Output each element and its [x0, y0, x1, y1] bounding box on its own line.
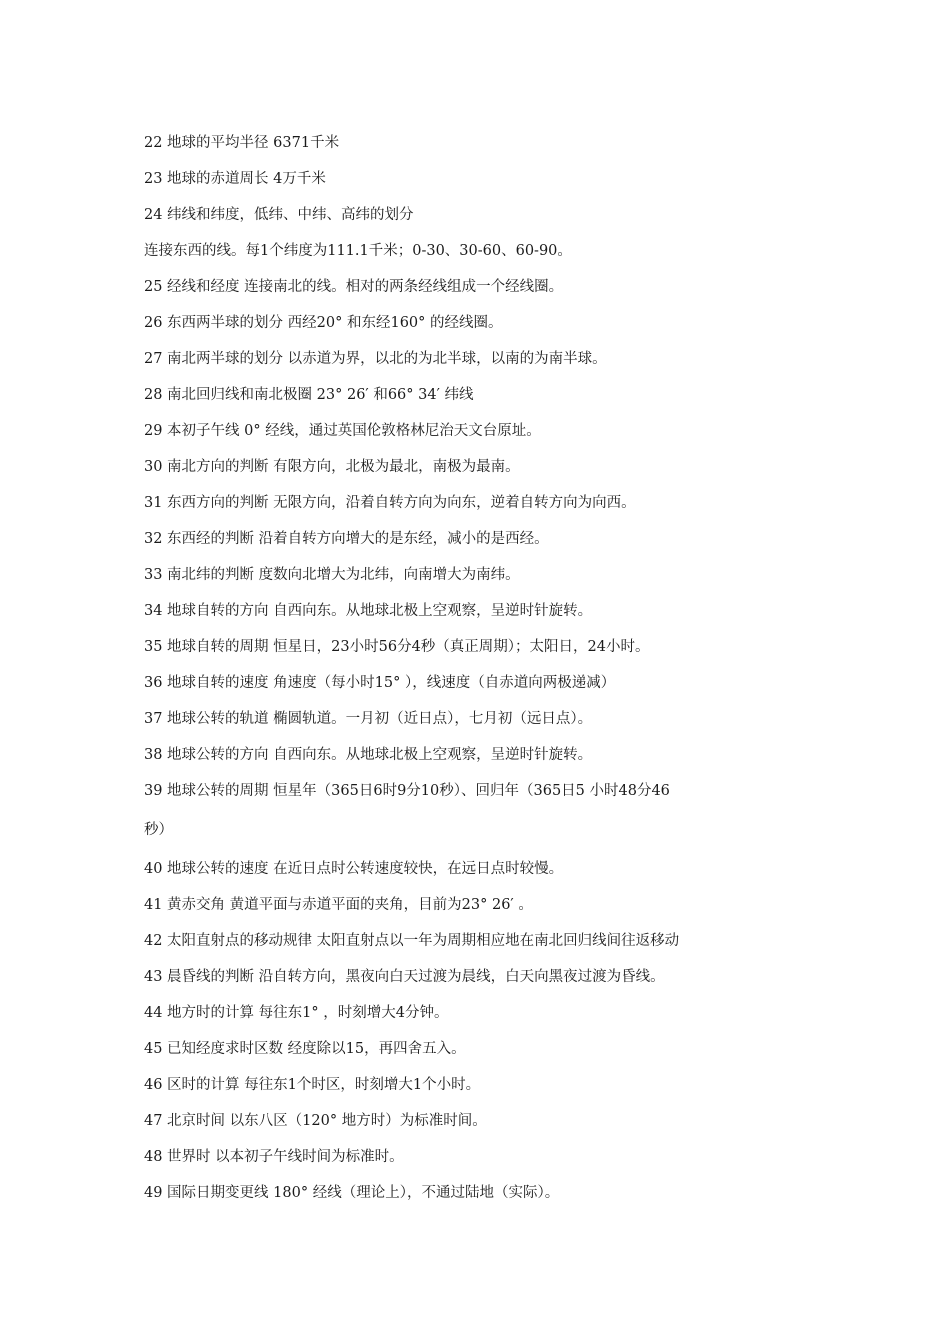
text-line: 36 地球自转的速度 角速度（每小时15° ），线速度（自赤道向两极递减） — [144, 675, 616, 691]
text-line: 连接东西的线。每1个纬度为111.1千米；0-30、30-60、60-90。 — [144, 243, 572, 259]
text-line: 27 南北两半球的划分 以赤道为界，以北的为北半球，以南的为南半球。 — [144, 351, 607, 367]
text-line-continuation: 秒） — [144, 822, 173, 838]
text-line: 45 已知经度求时区数 经度除以15，再四舍五入。 — [144, 1041, 466, 1057]
text-line: 35 地球自转的周期 恒星日，23小时56分4秒（真正周期）；太阳日，24小时。 — [144, 639, 650, 655]
text-line: 41 黄赤交角 黄道平面与赤道平面的夹角，目前为23° 26′ 。 — [144, 897, 533, 913]
text-line: 37 地球公转的轨道 椭圆轨道。一月初（近日点），七月初（远日点）。 — [144, 711, 593, 727]
text-line: 23 地球的赤道周长 4万千米 — [144, 171, 326, 187]
text-line: 42 太阳直射点的移动规律 太阳直射点以一年为周期相应地在南北回归线间往返移动 — [144, 933, 680, 949]
text-line: 30 南北方向的判断 有限方向，北极为最北，南极为最南。 — [144, 459, 520, 475]
text-line: 29 本初子午线 0° 经线，通过英国伦敦格林尼治天文台原址。 — [144, 423, 541, 439]
text-line: 46 区时的计算 每往东1个时区，时刻增大1个小时。 — [144, 1077, 481, 1093]
text-line: 40 地球公转的速度 在近日点时公转速度较快，在远日点时较慢。 — [144, 861, 564, 877]
text-line: 38 地球公转的方向 自西向东。从地球北极上空观察，呈逆时针旋转。 — [144, 747, 593, 763]
text-line: 39 地球公转的周期 恒星年（365日6时9分10秒）、回归年（365日5 小时48分46 — [144, 783, 670, 799]
text-line: 22 地球的平均半径 6371千米 — [144, 135, 340, 151]
text-line: 31 东西方向的判断 无限方向，沿着自转方向为向东，逆着自转方向为向西。 — [144, 495, 636, 511]
document-body — [144, 125, 804, 1211]
text-line: 48 世界时 以本初子午线时间为标准时。 — [144, 1149, 404, 1165]
text-line: 33 南北纬的判断 度数向北增大为北纬，向南增大为南纬。 — [144, 567, 520, 583]
text-line: 32 东西经的判断 沿着自转方向增大的是东经，减小的是西经。 — [144, 531, 549, 547]
text-line: 34 地球自转的方向 自西向东。从地球北极上空观察，呈逆时针旋转。 — [144, 603, 593, 619]
text-line: 47 北京时间 以东八区（120° 地方时）为标准时间。 — [144, 1113, 487, 1129]
text-line: 25 经线和经度 连接南北的线。相对的两条经线组成一个经线圈。 — [144, 279, 564, 295]
text-line: 49 国际日期变更线 180° 经线（理论上），不通过陆地（实际）。 — [144, 1185, 560, 1201]
text-line: 44 地方时的计算 每往东1° ，时刻增大4分钟。 — [144, 1005, 449, 1021]
text-line: 43 晨昏线的判断 沿自转方向，黑夜向白天过渡为晨线，白天向黑夜过渡为昏线。 — [144, 969, 665, 985]
text-line: 28 南北回归线和南北极圈 23° 26′ 和66° 34′ 纬线 — [144, 387, 474, 403]
text-line: 26 东西两半球的划分 西经20° 和东经160° 的经线圈。 — [144, 315, 503, 331]
text-line: 24 纬线和纬度，低纬、中纬、高纬的划分 — [144, 207, 414, 223]
